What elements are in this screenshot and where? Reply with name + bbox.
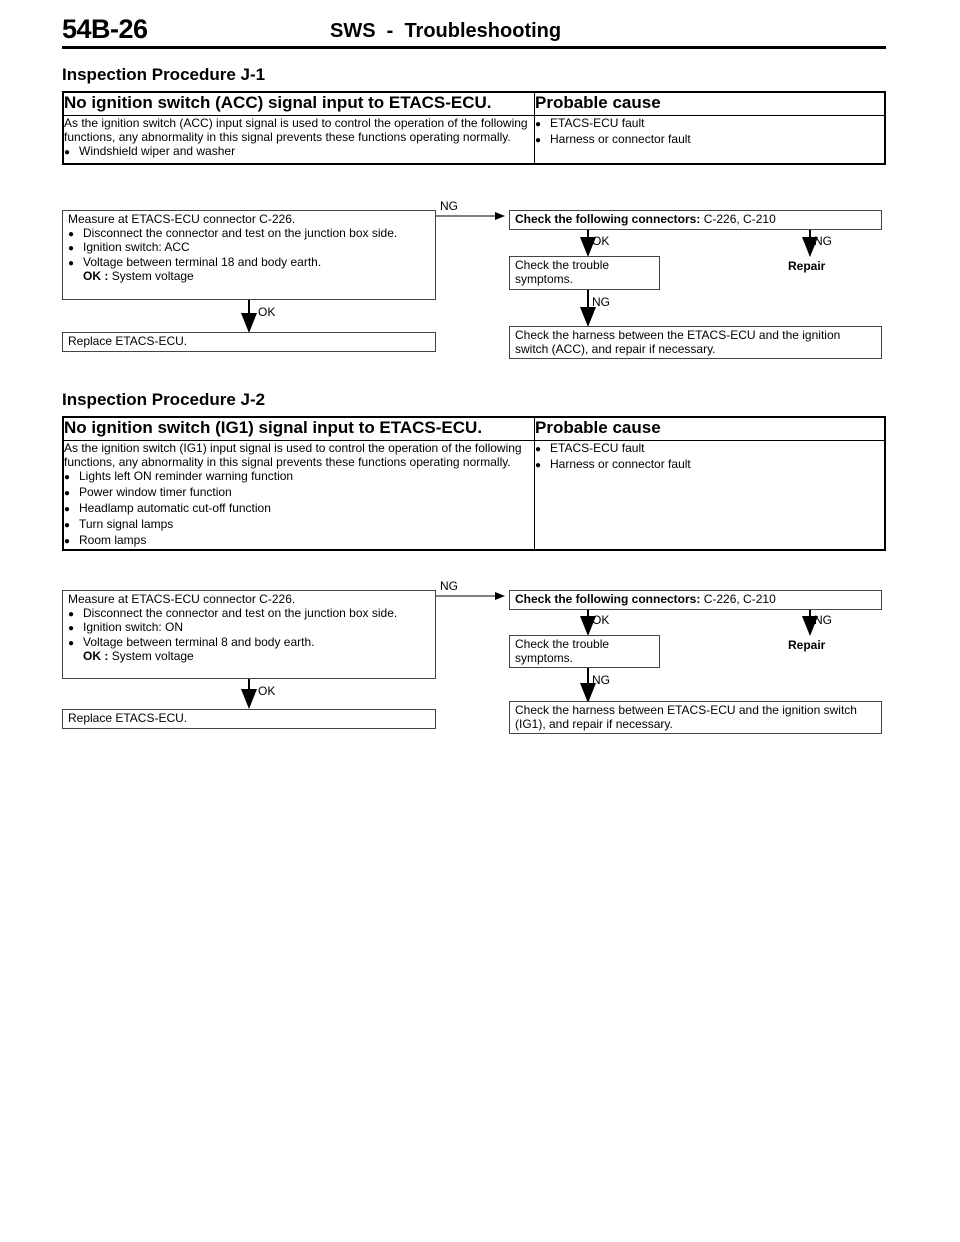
j2-check-connectors-value: C-226, C-210 <box>703 592 776 606</box>
j1-cause-item: ● ETACS-ECU fault <box>535 116 884 132</box>
j1-description: As the ignition switch (ACC) input signal is used to control the operation of the following functions, any abnormality in this signal prevents these functions operating normally. <box>64 116 528 144</box>
j2-function-item: ● Headlamp automatic cut-off function <box>64 501 534 517</box>
j2-section-title: Inspection Procedure J-2 <box>62 390 266 409</box>
j2-cause-cell <box>535 441 886 551</box>
j1-ng-label-repair: NG <box>814 234 832 248</box>
j1-cause-header: Probable cause <box>535 92 886 116</box>
j1-check-connectors-label: Check the following connectors: <box>515 212 701 226</box>
j1-measure-title: Measure at ETACS-ECU connector C-226. <box>68 212 296 226</box>
j1-cause-cell <box>535 116 886 165</box>
j1-ok-label: OK <box>592 234 610 248</box>
j1-measure-bullet: ● Ignition switch: ACC <box>68 241 430 256</box>
j2-description: As the ignition switch (IG1) input signal is used to control the operation of the following functions, any abnormality in this signal prevents these functions operating normally. <box>64 441 522 469</box>
j1-check-trouble-box: Check the trouble symptoms. <box>509 256 660 290</box>
j2-ok-main-label: OK <box>258 684 276 698</box>
j2-ok-label: OK <box>592 613 610 627</box>
j2-cause-header: Probable cause <box>535 417 886 441</box>
j2-function-item: ● Lights left ON reminder warning function <box>64 469 534 485</box>
j1-ng-label: NG <box>440 199 458 213</box>
j2-measure-bullet: ● Disconnect the connector and test on the junction box side. <box>68 607 430 622</box>
j1-symptom-header: No ignition switch (ACC) signal input to ETACS-ECU. <box>63 92 535 116</box>
j2-ng-label: NG <box>440 579 458 593</box>
j2-cause-item: ● ETACS-ECU fault <box>535 441 884 457</box>
j1-ok-main-label: OK <box>258 305 276 319</box>
j2-measure-bullet: ● Voltage between terminal 8 and body earth. <box>68 636 430 651</box>
j1-repair: Repair <box>788 259 826 273</box>
j2-repair: Repair <box>788 638 826 652</box>
j1-replace-box: Replace ETACS-ECU. <box>62 332 436 352</box>
j2-check-trouble-box: Check the trouble symptoms. <box>509 635 660 668</box>
j1-check-connectors-value: C-226, C-210 <box>703 212 776 226</box>
j2-measure-box <box>62 590 436 679</box>
j1-measure-bullet: ● Disconnect the connector and test on the junction box side. <box>68 227 430 242</box>
j1-measure-box <box>62 210 436 300</box>
j1-section-title: Inspection Procedure J-1 <box>62 65 266 84</box>
page-title: SWS - Troubleshooting <box>330 20 562 42</box>
j2-ok-criteria <box>68 650 430 664</box>
j1-ok-criteria-label: OK : <box>83 269 109 283</box>
j1-check-connectors-box <box>509 210 882 230</box>
j1-cause-item: ● Harness or connector fault <box>535 132 884 148</box>
j2-ok-criteria-label: OK : <box>83 649 109 663</box>
j2-check-connectors-label: Check the following connectors: <box>515 592 701 606</box>
j1-ng-label-harness: NG <box>592 295 610 309</box>
j1-description-cell <box>63 116 535 165</box>
j1-ok-criteria <box>68 270 430 284</box>
j2-ng-label-repair: NG <box>814 613 832 627</box>
j2-description-cell <box>63 441 535 551</box>
j2-function-item: ● Power window timer function <box>64 485 534 501</box>
j1-ok-criteria-value: System voltage <box>111 269 194 283</box>
j2-check-harness-box: Check the harness between ETACS-ECU and the ignition switch (IG1), and repair if necessary. <box>509 701 882 734</box>
j1-function-item: ● Windshield wiper and washer <box>64 144 534 160</box>
j2-replace-box: Replace ETACS-ECU. <box>62 709 436 729</box>
page-number: 54B-26 <box>62 14 148 44</box>
j1-symptom-table <box>62 91 886 165</box>
j2-symptom-table <box>62 416 886 551</box>
j2-cause-item: ● Harness or connector fault <box>535 457 884 473</box>
j2-ng-label-harness: NG <box>592 673 610 687</box>
j1-check-harness-box: Check the harness between the ETACS-ECU and the ignition switch (ACC), and repair if necessary. <box>509 326 882 359</box>
j2-ok-criteria-value: System voltage <box>111 649 194 663</box>
j2-symptom-header: No ignition switch (IG1) signal input to ETACS-ECU. <box>63 417 535 441</box>
j2-function-item: ● Turn signal lamps <box>64 517 534 533</box>
j2-measure-title: Measure at ETACS-ECU connector C-226. <box>68 592 296 606</box>
j1-measure-bullet: ● Voltage between terminal 18 and body earth. <box>68 256 430 271</box>
j2-check-connectors-box <box>509 590 882 610</box>
j2-measure-bullet: ● Ignition switch: ON <box>68 621 430 636</box>
j2-function-item: ● Room lamps <box>64 533 534 549</box>
